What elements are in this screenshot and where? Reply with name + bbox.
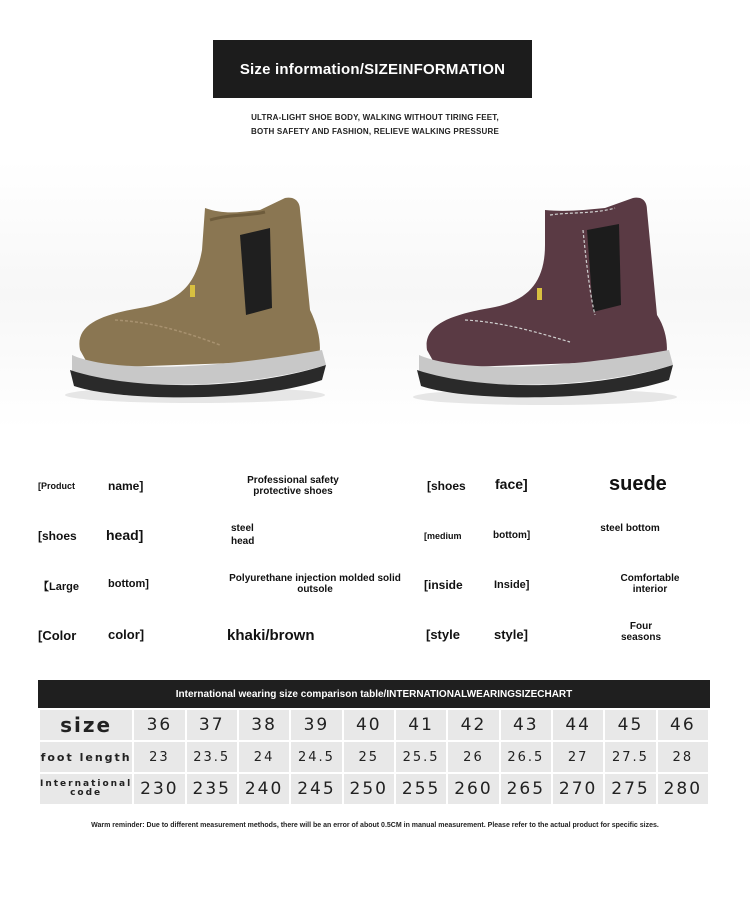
row-label-international-code: International code [40,774,132,804]
spec-head-label-a: [shoes [38,529,77,543]
table-cell: 23 [134,742,184,772]
table-cell: 280 [658,774,708,804]
table-cell: 45 [605,710,655,740]
table-cell: 25.5 [396,742,446,772]
spec-product-label-b: name] [108,479,144,493]
spec-color-label-a: [Color [38,628,77,643]
size-chart-table [38,708,710,806]
brown-boot-image [405,190,685,410]
product-photo-area [0,160,750,430]
table-cell: 230 [134,774,184,804]
table-cell: 43 [501,710,551,740]
table-cell: 44 [553,710,603,740]
table-row-international-code [40,774,708,804]
khaki-boot-image [60,190,340,410]
spec-medium-label-a: [medium [424,531,462,541]
spec-style-value: Four seasons [620,621,662,643]
table-cell: 46 [658,710,708,740]
spec-large-label-a: 【Large [38,581,79,593]
table-cell: 245 [291,774,341,804]
spec-inside-value: Comfortable interior [620,573,680,595]
table-cell: 240 [239,774,289,804]
table-cell: 42 [448,710,498,740]
table-cell: 260 [448,774,498,804]
spec-large-label-b: bottom] [108,578,149,590]
table-cell: 25 [344,742,394,772]
table-cell: 23.5 [187,742,237,772]
spec-face-label-b: face] [495,476,528,492]
table-cell: 28 [658,742,708,772]
table-cell: 26 [448,742,498,772]
spec-inside-label-b: Inside] [494,579,530,591]
table-cell: 39 [291,710,341,740]
table-cell: 250 [344,774,394,804]
row-label-foot-length: foot length [40,742,132,772]
table-cell: 26.5 [501,742,551,772]
table-cell: 24.5 [291,742,341,772]
spec-color-label-b: color] [108,627,145,642]
table-cell: 235 [187,774,237,804]
spec-product-value: Professional safety protective shoes [247,475,339,497]
table-cell: 37 [187,710,237,740]
subtitle-line-2: BOTH SAFETY AND FASHION, RELIEVE WALKING PRESSURE [250,127,500,136]
table-cell: 36 [134,710,184,740]
size-chart-title: International wearing size comparison table/INTERNATIONALWEARINGSIZECHART [38,680,710,708]
spec-style-label-a: [style [426,627,460,642]
row-label-size: size [40,710,132,740]
spec-face-value: suede [609,473,667,495]
warm-reminder-note: Warm reminder: Due to different measurement methods, there will be an error of about 0.5CM in manual measurement. Please refer to the actual product for specific sizes. [91,822,659,829]
spec-color-value: khaki/brown [227,627,315,644]
table-cell: 27 [553,742,603,772]
page-title: Size information/SIZEINFORMATION [213,40,532,98]
table-cell: 270 [553,774,603,804]
table-cell: 40 [344,710,394,740]
spec-head-label-b: head] [106,527,144,543]
spec-face-label-a: [shoes [427,479,466,493]
spec-medium-label-b: bottom] [493,530,531,541]
subtitle-line-1: ULTRA-LIGHT SHOE BODY, WALKING WITHOUT TIRING FEET, [251,113,499,122]
spec-style-label-b: style] [494,627,528,642]
spec-product-label-a: [Product [38,481,75,491]
table-cell: 255 [396,774,446,804]
table-cell: 27.5 [605,742,655,772]
table-row-size [40,710,708,740]
spec-large-value: Polyurethane injection molded solid outsole [229,573,401,595]
spec-head-value: steel head [231,523,255,547]
table-cell: 24 [239,742,289,772]
table-cell: 38 [239,710,289,740]
spec-medium-value: steel bottom [600,523,660,534]
table-cell: 275 [605,774,655,804]
table-cell: 265 [501,774,551,804]
table-cell: 41 [396,710,446,740]
spec-inside-label-a: [inside [424,578,463,592]
table-row-foot-length [40,742,708,772]
